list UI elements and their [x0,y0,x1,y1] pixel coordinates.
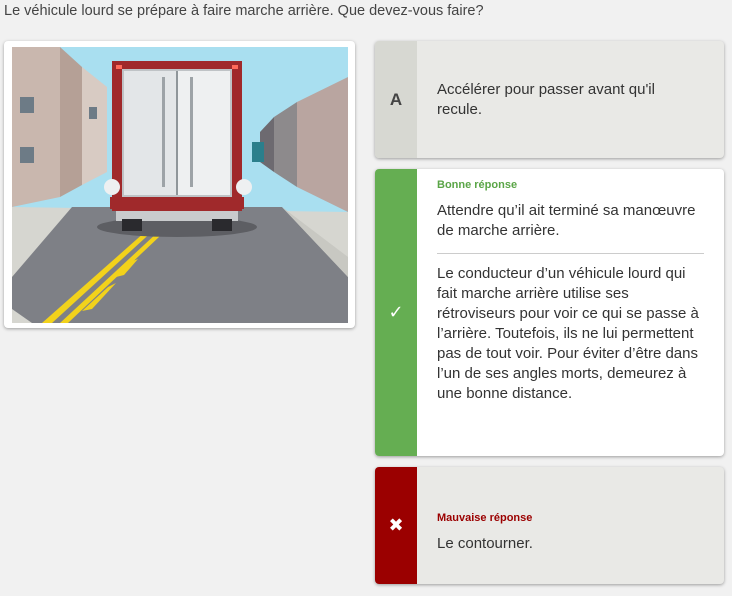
option-letter: A [389,89,403,109]
status-label: Bonne réponse [437,179,518,191]
answer-option-a[interactable] [375,41,724,158]
check-icon: ✓ [388,302,404,322]
option-letter-column [375,41,417,158]
option-status-column [375,169,417,456]
answer-option-wrong[interactable] [375,467,724,584]
question-image-card [4,41,355,328]
divider [437,253,704,254]
option-status-column [375,467,417,584]
explanation-text: Le conducteur d’un véhicule lourd qui fait marche arrière utilise ses rétroviseurs pour voir ce qui se passe à l’arrière. Toutefois, ils ne lui permettent pas de tout voir. Pour éviter d’être dans l’un de ses angles morts, demeurez à une bonne distance. [437,265,699,402]
answer-text: Attendre qu’il ait terminé sa manœuvre de marche arrière. [437,202,696,239]
question-text: Le véhicule lourd se prépare à faire marche arrière. Que devez-vous faire? [4,3,484,19]
answer-option-correct[interactable] [375,169,724,456]
status-label: Mauvaise réponse [437,511,533,524]
close-icon: ✖ [388,515,404,535]
answer-text: Accélérer pour passer avant qu'il recule. [437,80,655,118]
truck-reversing-illustration [12,47,348,323]
answer-text: Le contourner. [437,534,533,552]
